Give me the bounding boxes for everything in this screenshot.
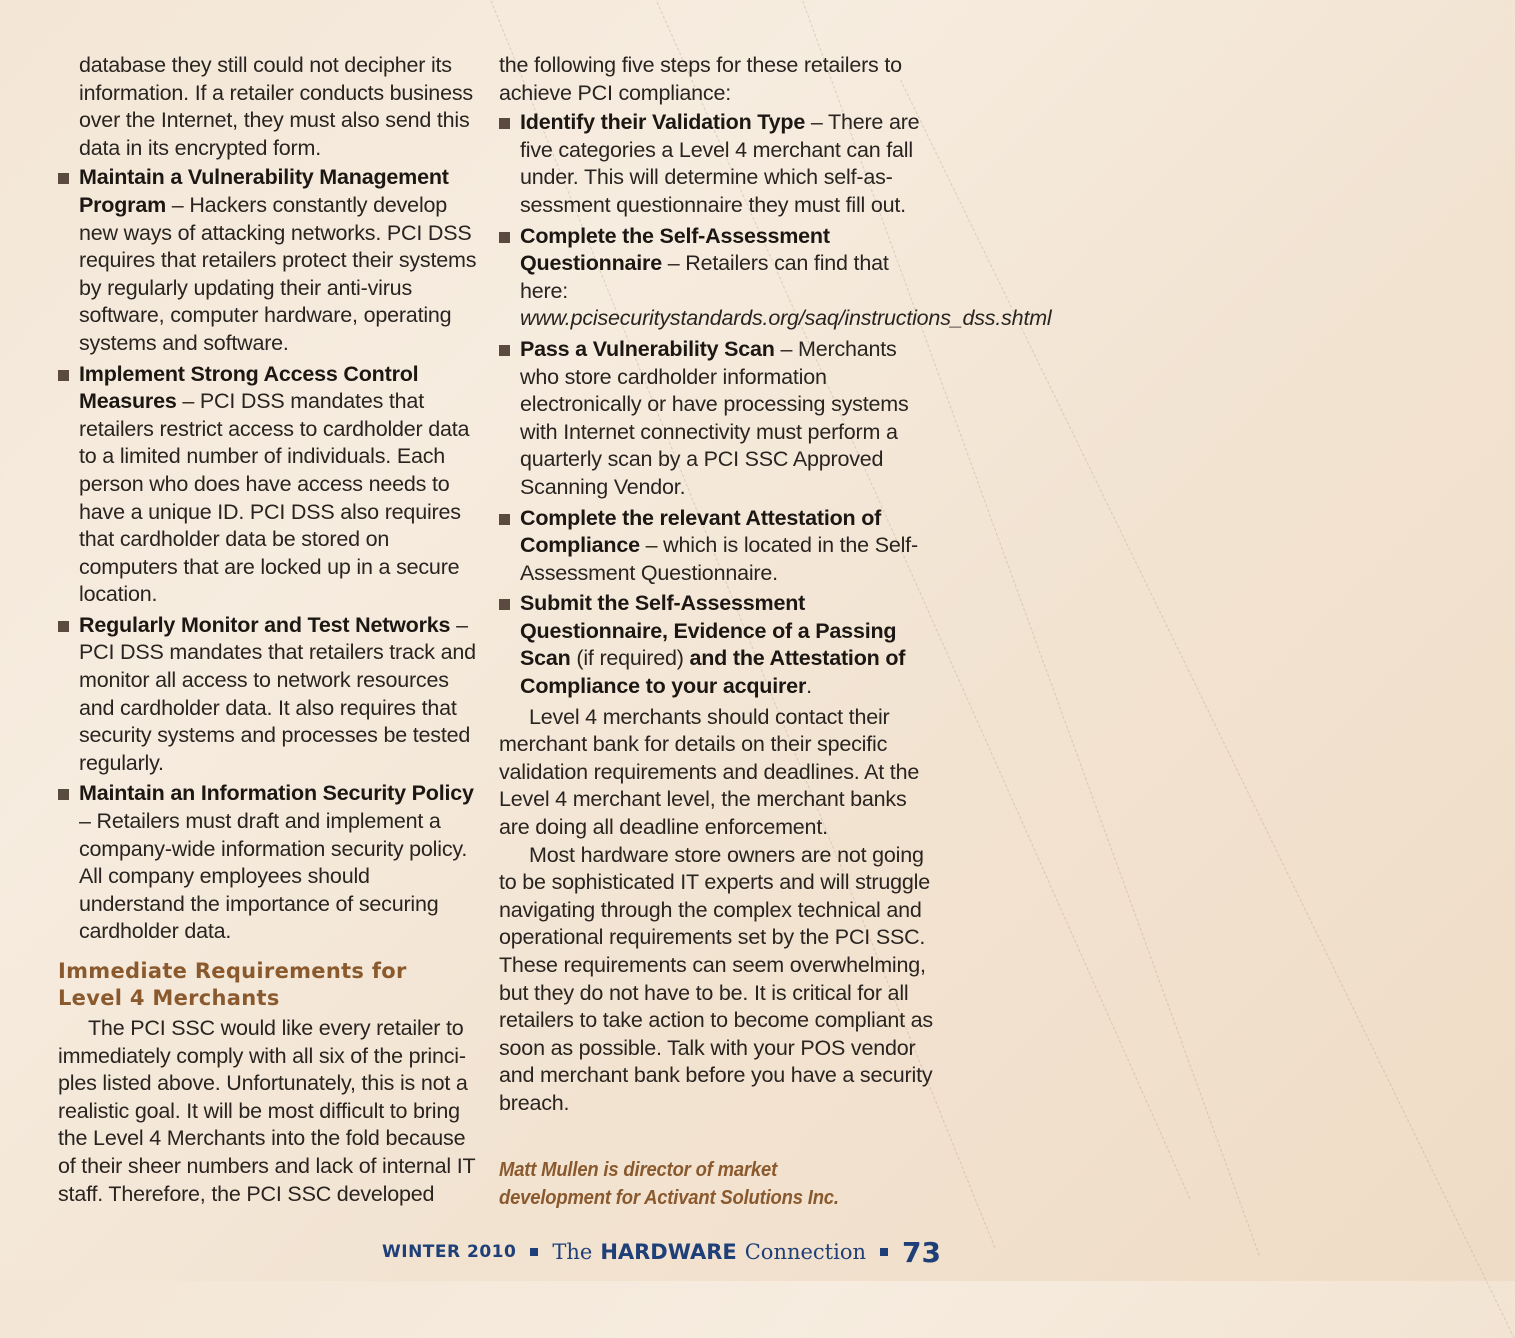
step-item <box>499 336 934 502</box>
bullet-item <box>58 780 478 946</box>
bullet-square-icon <box>58 173 69 184</box>
separator-square-icon <box>880 1248 888 1256</box>
left-column <box>58 52 478 1208</box>
magazine-title-connection: Connection <box>744 1240 867 1264</box>
magazine-title-hardware: HARDWARE <box>600 1240 737 1264</box>
step-title: Identify their Validation Type <box>520 110 806 135</box>
background-line <box>900 80 1515 1338</box>
right-intro-text: the following five steps for these retailers to achieve PCI compliance: <box>499 53 902 105</box>
step-title: Complete the relevant Attestation of Compliance <box>520 505 882 558</box>
saq-url-link[interactable]: www.pcisecuritystandards.org/saq/instructions_dss.shtml <box>520 306 1052 331</box>
bullet-square-icon <box>499 599 510 610</box>
bullet-square-icon <box>58 621 69 632</box>
bullet-title: Maintain an Information Security Policy <box>79 781 474 806</box>
bullet-item <box>58 361 478 609</box>
step-item <box>499 505 934 588</box>
bullet-title: Regularly Monitor and Test Networks <box>79 612 451 637</box>
bullet-square-icon <box>499 345 510 356</box>
page-footer <box>382 1234 941 1270</box>
step-item <box>499 223 1052 333</box>
author-byline: Matt Mullen is director of market development for Activant Solutions Inc. <box>499 1157 839 1209</box>
step-title: Submit the Self-Assessment Questionnaire, Evidence of a Passing Scan <box>520 591 897 671</box>
step-item <box>499 590 934 700</box>
step-title: Complete the Self-Assessment Questionnaire <box>520 223 830 276</box>
separator-square-icon <box>530 1248 538 1256</box>
bullet-square-icon <box>499 118 510 129</box>
step-text: – Merchants who store cardholder information electronically or have processing systems with Internet connectivity must perform a quarterly scan by a PCI SSC Approved Scanning Vendor. <box>520 336 909 499</box>
bullet-title: Maintain a Vulnerability Management Program <box>79 165 449 217</box>
bullet-text: – Retailers must draft and implement a company-wide information security policy. All company employees should understand the importance of securing cardholder data. <box>79 809 468 944</box>
bullet-square-icon <box>58 789 69 800</box>
page-number: 73 <box>902 1235 941 1269</box>
body-paragraph: Most hardware store owners are not going to be sophisticated IT experts and will struggle navigating through the complex technical and operational requirements set by the PCI SSC. These requirements can seem overwhelming, but they do not have to be. It is critical for all retailers to take action to become compliant as soon as possible. Talk with your POS vendor and merchant bank before you have a security breach. <box>499 842 933 1115</box>
step-end-punctuation: . <box>806 674 812 699</box>
section-heading: Immediate Requirements for Level 4 Merchants <box>58 959 407 1010</box>
body-paragraph: The PCI SSC would like every retailer to immediately comply with all six of the principles listed above. Unfortunately, this is not a realistic goal. It will be most difficult to bring the Level 4 Merchants into the fold because of their sheer numbers and lack of internal IT staff. Therefore, the PCI SSC developed <box>58 1016 476 1206</box>
step-title-continued: and the Attestation of Compliance to your acquirer <box>520 646 906 699</box>
bullet-text: – PCI DSS mandates that retailers track and monitor all access to network resources and cardholder data. It also requires that security systems and processes be tested regularly. <box>79 612 476 775</box>
step-text: (if required) <box>570 646 690 671</box>
magazine-title-the: The <box>552 1240 593 1264</box>
bullet-text: – Hackers constantly develop new ways of attacking networks. PCI DSS requires that retailers protect their systems by regularly updating their anti-virus software, computer hardware, operating systems and software. <box>79 192 477 355</box>
issue-season: WINTER 2010 <box>382 1242 517 1262</box>
step-text: – which is located in the Self-Assessment Questionnaire. <box>520 533 918 585</box>
bullet-square-icon <box>499 232 510 243</box>
bullet-square-icon <box>499 514 510 525</box>
step-text: – There are five categories a Level 4 merchant can fall under. This will determine which self-assessment questionnaire they must fill out. <box>520 110 920 217</box>
step-item <box>499 109 934 219</box>
bullet-item <box>58 164 478 357</box>
bullet-square-icon <box>58 370 69 381</box>
bullet-item <box>58 612 478 778</box>
step-title: Pass a Vulnerability Scan <box>520 336 775 361</box>
left-intro-text: database they still could not decipher its information. If a retailer conducts business over the Internet, they must also send this data in its encrypted form. <box>79 53 473 160</box>
step-text: – Retailers can find that here: <box>520 251 889 303</box>
bullet-title: Implement Strong Access Control Measures <box>79 361 419 414</box>
right-column <box>499 52 1052 1212</box>
bullet-text: – PCI DSS mandates that retailers restrict access to cardholder data to a limited number of individuals. Each person who does have access needs to have a unique ID. PCI DSS also requires that cardholder data be stored on computers that are locked up in a secure location. <box>79 389 470 607</box>
body-paragraph: Level 4 merchants should contact their merchant bank for details on their specific validation requirements and deadlines. At the Level 4 merchant level, the merchant banks are doing all deadline enforcement. <box>499 704 920 840</box>
